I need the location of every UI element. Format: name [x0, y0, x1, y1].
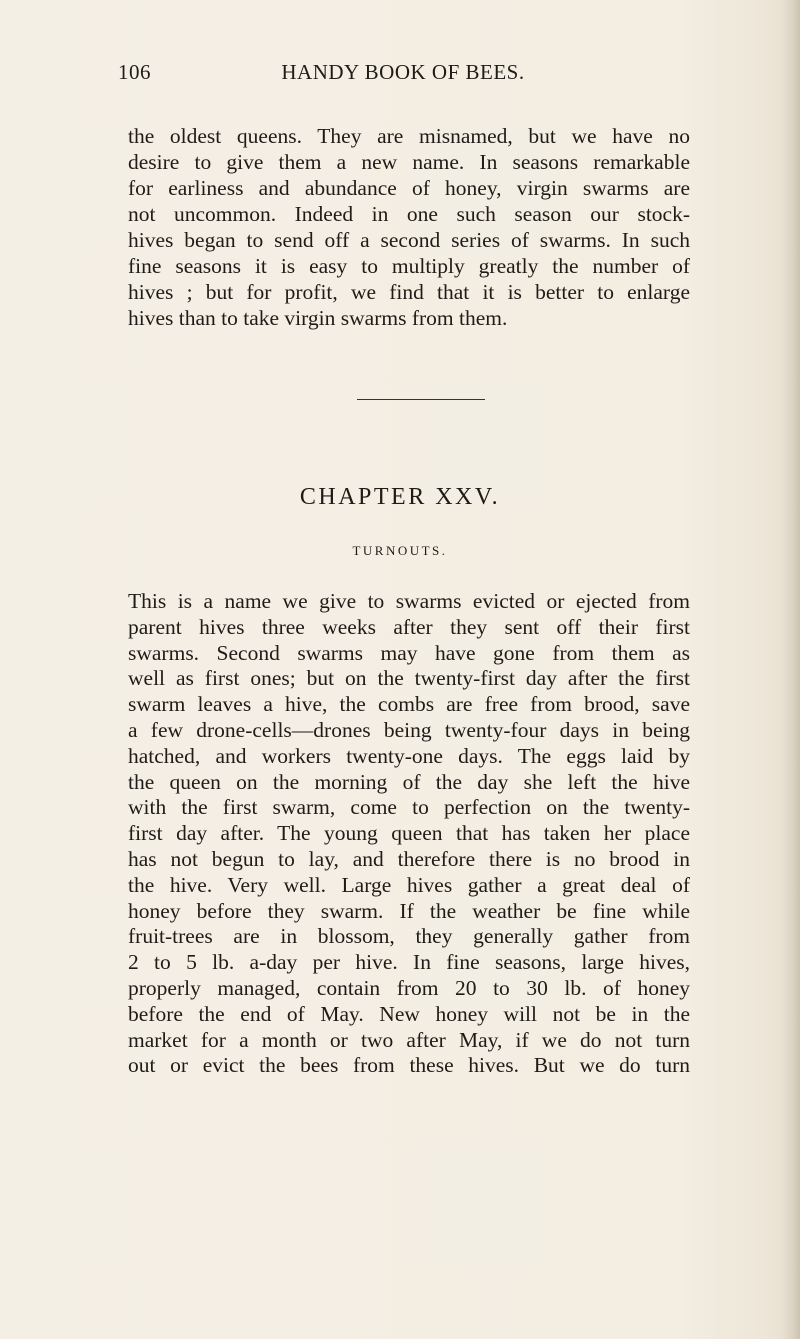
text-line: hives than to take virgin swarms from them. [128, 306, 508, 330]
text-line: properly managed, contain from 20 to 30 lb. of honey [128, 975, 690, 1000]
chapter-subheading: TURNOUTS. [352, 543, 448, 558]
text-line: 2 to 5 lb. a-day per hive. In fine seasons, large hives, [128, 950, 690, 975]
text-line: swarms. Second swarms may have gone from them as [128, 640, 690, 665]
text-line: the oldest queens. They are misnamed, but we have no [128, 124, 690, 148]
page-number: 106 [118, 60, 151, 84]
text-line: hives began to send off a second series of swarms. In such [128, 228, 690, 252]
text-line: with the first swarm, come to perfection on the twenty- [128, 795, 690, 820]
chapter-heading: CHAPTER XXV. [299, 484, 501, 510]
text-line: a few drone-cells—drones being twenty-four days in being [128, 717, 690, 742]
text-line: the queen on the morning of the day she left the hive [128, 769, 690, 794]
text-line: fruit-trees are in blossom, they generally gather from [128, 924, 690, 949]
text-line: market for a month or two after May, if we do not turn [128, 1027, 690, 1052]
running-title: HANDY BOOK OF BEES. [281, 60, 525, 84]
text-line: not uncommon. Indeed in one such season our stock- [128, 202, 690, 226]
text-line: desire to give them a new name. In seasons remarkable [128, 150, 690, 174]
text-line: out or evict the bees from these hives. But we do turn [128, 1053, 690, 1078]
text-line: the hive. Very well. Large hives gather a great deal of [128, 872, 690, 897]
text-line: before the end of May. New honey will not be in the [128, 1001, 690, 1026]
text-line: honey before they swarm. If the weather be fine while [128, 898, 690, 923]
text-line: has not begun to lay, and therefore there is no brood in [128, 846, 690, 871]
running-head [118, 60, 688, 90]
text-line: swarm leaves a hive, the combs are free from brood, save [128, 692, 690, 717]
text-line: This is a name we give to swarms evicted or ejected from [128, 589, 690, 613]
text-line: hives ; but for profit, we find that it is better to enlarge [128, 280, 690, 304]
text-line: parent hives three weeks after they sent off their first [128, 614, 690, 639]
text-line: well as first ones; but on the twenty-first day after the first [128, 666, 690, 691]
section-divider [357, 399, 485, 400]
text-line: first day after. The young queen that has taken her place [128, 821, 690, 846]
page-edge-shadow [782, 0, 800, 1339]
text-line: for earliness and abundance of honey, virgin swarms are [128, 176, 690, 200]
text-line: hatched, and workers twenty-one days. The eggs laid by [128, 743, 690, 768]
paragraph-continued [128, 123, 690, 331]
paragraph-turnouts [128, 589, 690, 1079]
text-line: fine seasons it is easy to multiply greatly the number of [128, 254, 690, 278]
